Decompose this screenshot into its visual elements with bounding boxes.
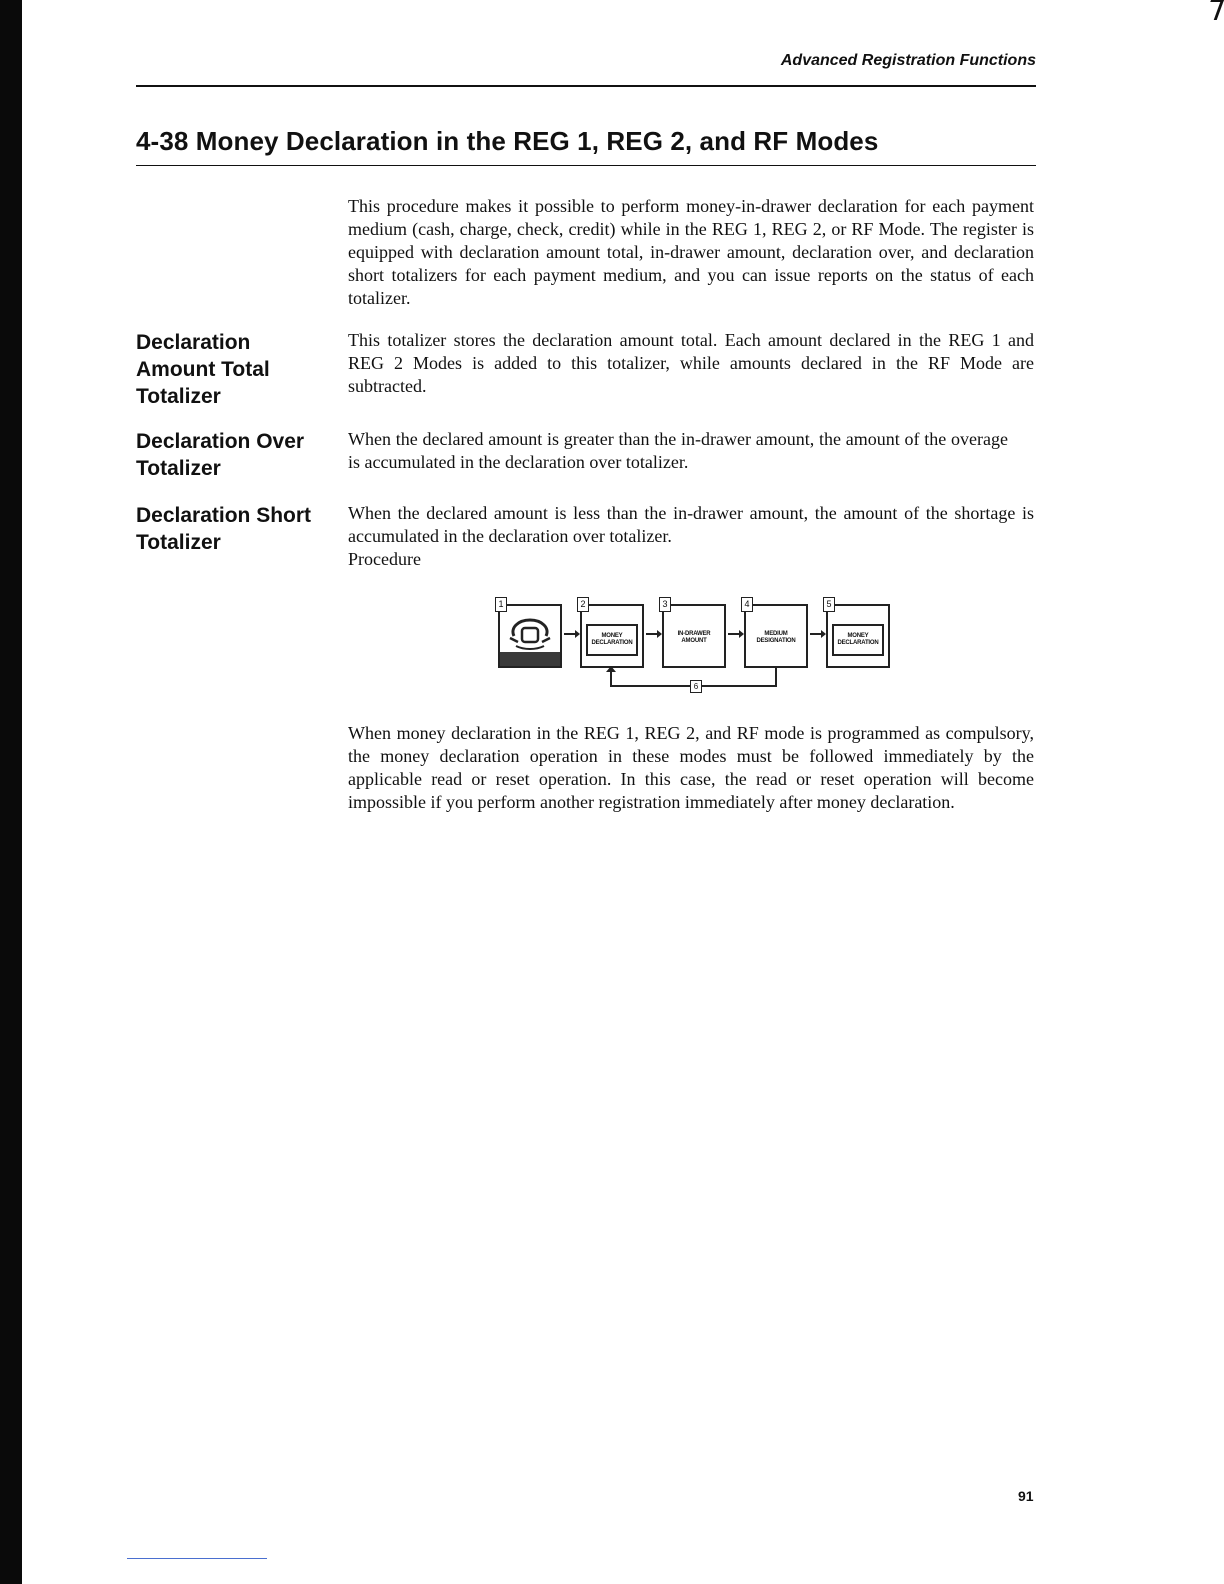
footer-line [127, 1558, 267, 1559]
arrow-icon [646, 633, 660, 635]
procedure-step-1 [498, 599, 562, 668]
procedure-step-3 [662, 599, 726, 668]
money-declaration-key: MONEY DECLARATION [832, 624, 884, 656]
header-rule [136, 85, 1036, 87]
arrow-icon [728, 633, 742, 635]
loop-step-number: 6 [690, 680, 702, 693]
arrow-icon [810, 633, 824, 635]
binding-edge [0, 0, 22, 1584]
step-number: 5 [823, 597, 835, 612]
subsection-heading-short: Declaration Short Totalizer [136, 504, 312, 554]
subsection-heading-over: Declaration Over Totalizer [136, 430, 305, 480]
procedure-step-2 [580, 599, 644, 668]
subsection-heading-amount-total: Declaration Amount Total Totalizer [136, 331, 270, 408]
subsection-text-amount-total: This totalizer stores the declaration amount total. Each amount declared in the REG 1 and REG 2 Modes is added to this totalizer, while amounts declared in the RF Mode are subtracted. [348, 330, 1034, 396]
step-number: 2 [577, 597, 589, 612]
closing-paragraph: When money declaration in the REG 1, REG 2, and RF mode is programmed as compulsory, the money declaration operation in these modes must be followed immediately by the applicable read or reset operation. In this case, the read or reset operation will become impossible if you perform another registration immediately after money declaration. [348, 723, 1034, 812]
loop-line [775, 668, 777, 686]
step-number: 3 [659, 597, 671, 612]
procedure-label: Procedure [348, 549, 421, 569]
loop-arrowhead [606, 666, 616, 672]
step-shade [500, 652, 560, 666]
in-drawer-amount-label: IN-DRAWER AMOUNT [668, 624, 720, 652]
procedure-step-5 [826, 599, 890, 668]
page-number: 91 [1018, 1488, 1034, 1504]
mode-key-icon [500, 608, 560, 654]
step-number: 1 [495, 597, 507, 612]
intro-paragraph: This procedure makes it possible to perform money-in-drawer declaration for each payment medium (cash, charge, check, credit) while in the REG 1, REG 2, or RF Mode. The register is equipped with declaration amount total, in-drawer amount, declaration over, and declaration short totalizers for each payment medium, and you can issue reports on the status of each totalizer. [348, 196, 1034, 308]
procedure-step-4 [744, 599, 808, 668]
corner-mark [1204, 0, 1224, 20]
medium-designation-label: MEDIUM DESIGNATION [750, 624, 802, 652]
step-number: 4 [741, 597, 753, 612]
subsection-text-short: When the declared amount is less than the in-drawer amount, the amount of the shortage is accumulated in the declaration over totalizer. [348, 503, 1034, 546]
arrow-icon [564, 633, 578, 635]
running-header: Advanced Registration Functions [780, 52, 1036, 69]
money-declaration-key: MONEY DECLARATION [586, 624, 638, 656]
title-rule [136, 165, 1036, 166]
section-title: 4-38 Money Declaration in the REG 1, REG 2, and RF Modes [136, 126, 879, 156]
loop-line [610, 670, 612, 686]
subsection-text-over: When the declared amount is greater than the in-drawer amount, the amount of the overage is accumulated in the declaration over totalizer. [348, 429, 1008, 472]
procedure-diagram [494, 596, 894, 696]
